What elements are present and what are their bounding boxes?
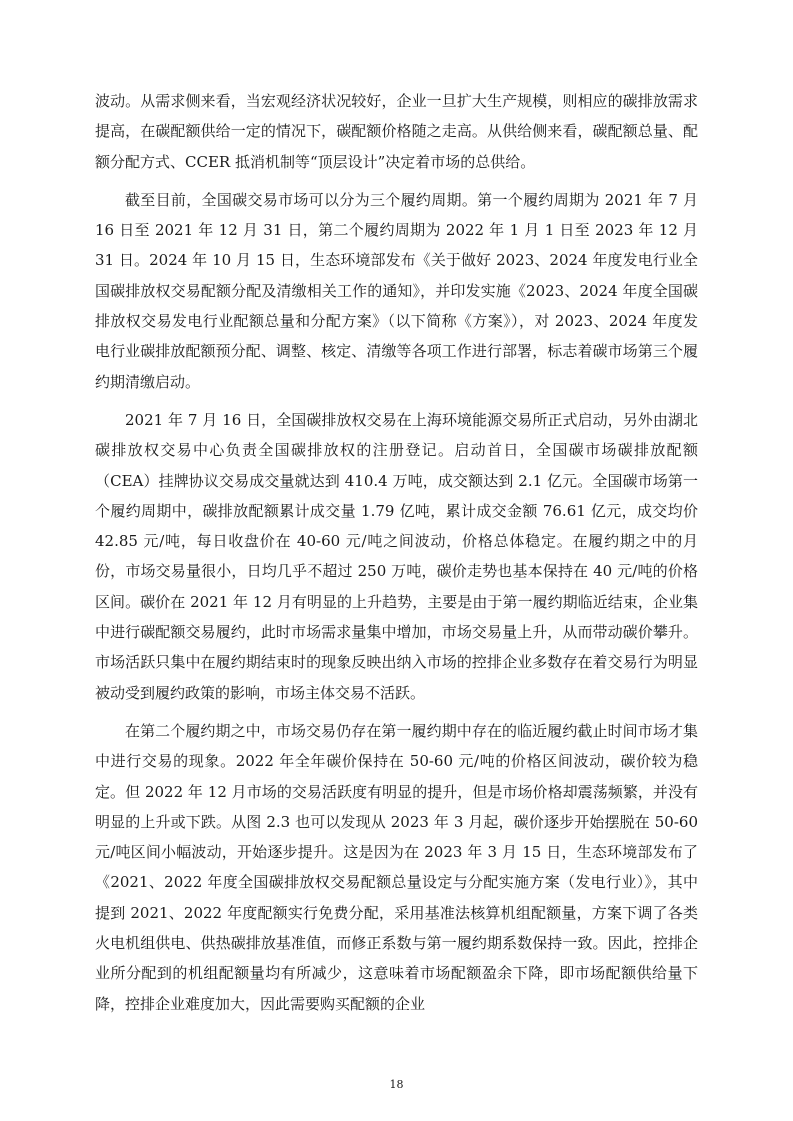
paragraph-second-period: 在第二个履约期之中，市场交易仍存在第一履约期中存在的临近履约截止时间市场才集中进行交易的现象。2022 年全年碳价保持在 50-60 元/吨的价格区间波动，碳价较为稳定。但 2022 年 12 月市场的交易活跃度有明显的提升，但是市场价格却震荡频繁，并没有明显的上升或下跌。从图 2.3 也可以发现从 2023 年 3 月起，碳价逐步开始摆脱在 50-60 元/吨区间小幅波动，开始逐步提升。这是因为在 2023 年 3 月 15 日，生态环境部发布了《2021、2022 年度全国碳排放权交易配额总量设定与分配实施方案（发电行业）》，其中提到 2021、2022 年度配额实行免费分配，采用基准法核算机组配额量，方案下调了各类火电机组供电、供热碳排放基准值，而修正系数与第一履约期系数保持一致。因此，控排企业所分配到的机组配额量均有所减少，这意味着市场配额盈余下降，即市场配额供给量下降，控排企业难度加大，因此需要购买配额的企业 xyxy=(95,721,698,1013)
paragraph-compliance-periods: 截至目前，全国碳交易市场可以分为三个履约周期。第一个履约周期为 2021 年 7 月 16 日至 2021 年 12 月 31 日，第二个履约周期为 2022 年 1 月 1 日至 2023 年 12 月 31 日。2024 年 10 月 15 日，生态环境部发布《关于做好 2023、2024 年度发电行业全国碳排放权交易配额分配及清缴相关工作的通知》，并印发实施《2023、2024 年度全国碳排放权交易发电行业配额总量和分配方案》（以下简称《方案》），对 2023、2024 年度发电行业碳排放配额预分配、调整、核定、清缴等各项工作进行部署，标志着碳市场第三个履约期清缴启动。 xyxy=(95,190,698,391)
paragraph-continuation: 波动。从需求侧来看，当宏观经济状况较好，企业一旦扩大生产规模，则相应的碳排放需求提高，在碳配额供给一定的情况下，碳配额价格随之走高。从供给侧来看，碳配额总量、配额分配方式、CCER 抵消机制等“顶层设计”决定着市场的总供给。 xyxy=(95,92,698,171)
page-number: 18 xyxy=(389,1078,404,1091)
body-text xyxy=(95,86,698,1027)
paragraph-first-period: 2021 年 7 月 16 日，全国碳排放权交易在上海环境能源交易所正式启动，另外由湖北碳排放权交易中心负责全国碳排放权的注册登记。启动首日，全国碳市场碳排放配额（CEA）挂牌协议交易成交量就达到 410.4 万吨，成交额达到 2.1 亿元。全国碳市场第一个履约周期中，碳排放配额累计成交量 1.79 亿吨，累计成交金额 76.61 亿元，成交均价 42.85 元/吨，每日收盘价在 40-60 元/吨之间波动，价格总体稳定。在履约期之中的月份，市场交易量很小，日均几乎不超过 250 万吨，碳价走势也基本保持在 40 元/吨的价格区间。碳价在 2021 年 12 月有明显的上升趋势，主要是由于第一履约期临近结束，企业集中进行碳配额交易履约，此时市场需求量集中增加，市场交易量上升，从而带动碳价攀升。市场活跃只集中在履约期结束时的现象反映出纳入市场的控排企业多数存在着交易行为明显被动受到履约政策的影响，市场主体交易不活跃。 xyxy=(95,410,698,702)
